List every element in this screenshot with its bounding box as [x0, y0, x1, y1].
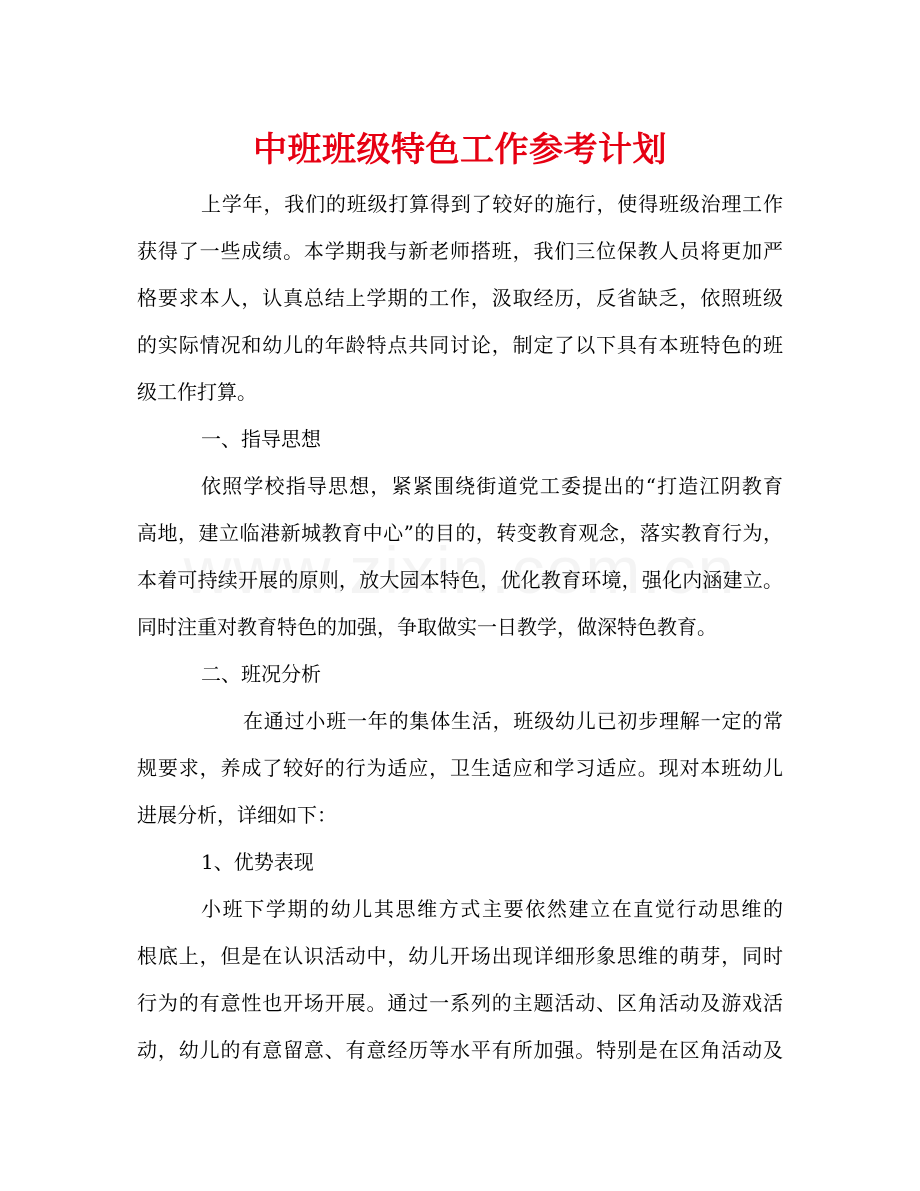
body-line: 同时注重对教育特色的加强，争取做实一日教学，做深特色教育。 [137, 615, 717, 639]
body-line: 获得了一些成绩。本学期我与新老师搭班，我们三位保教人员将更加严 [137, 239, 783, 263]
body-line: 进展分析，详细如下： [137, 803, 337, 827]
body-line: 动，幼儿的有意留意、有意经历等水平有所加强。特别是在区角活动及 [137, 1038, 783, 1062]
body-line: 规要求，养成了较好的行为适应，卫生适应和学习适应。现对本班幼儿 [137, 756, 783, 780]
section-heading: 二、班况分析 [201, 662, 321, 686]
body-line: 高地，建立临港新城教育中心”的目的，转变教育观念，落实教育行为， [137, 521, 783, 545]
body-line: 依照学校指导思想，紧紧围绕街道党工委提出的“打造江阴教育 [201, 474, 783, 498]
subsection-heading: 1、优势表现 [201, 850, 314, 874]
body-line: 小班下学期的幼儿其思维方式主要依然建立在直觉行动思维的 [201, 897, 783, 921]
section-heading: 一、指导思想 [201, 427, 321, 451]
body-line: 的实际情况和幼儿的年龄特点共同讨论，制定了以下具有本班特色的班 [137, 333, 783, 357]
document-body [137, 181, 783, 1074]
body-line: 本着可持续开展的原则，放大园本特色，优化教育环境，强化内涵建立。 [137, 568, 783, 592]
body-line: 根底上，但是在认识活动中，幼儿开场出现详细形象思维的萌芽，同时 [137, 944, 783, 968]
body-line: 格要求本人，认真总结上学期的工作，汲取经历，反省缺乏，依照班级 [137, 286, 783, 310]
body-line: 行为的有意性也开场开展。通过一系列的主题活动、区角活动及游戏活 [137, 991, 783, 1015]
page-title: 中班班级特色工作参考计划 [253, 130, 667, 170]
body-line: 级工作打算。 [137, 380, 257, 404]
body-line: 上学年，我们的班级打算得到了较好的施行，使得班级治理工作 [201, 192, 783, 216]
body-line: 在通过小班一年的集体生活，班级幼儿已初步理解一定的常 [243, 709, 783, 733]
